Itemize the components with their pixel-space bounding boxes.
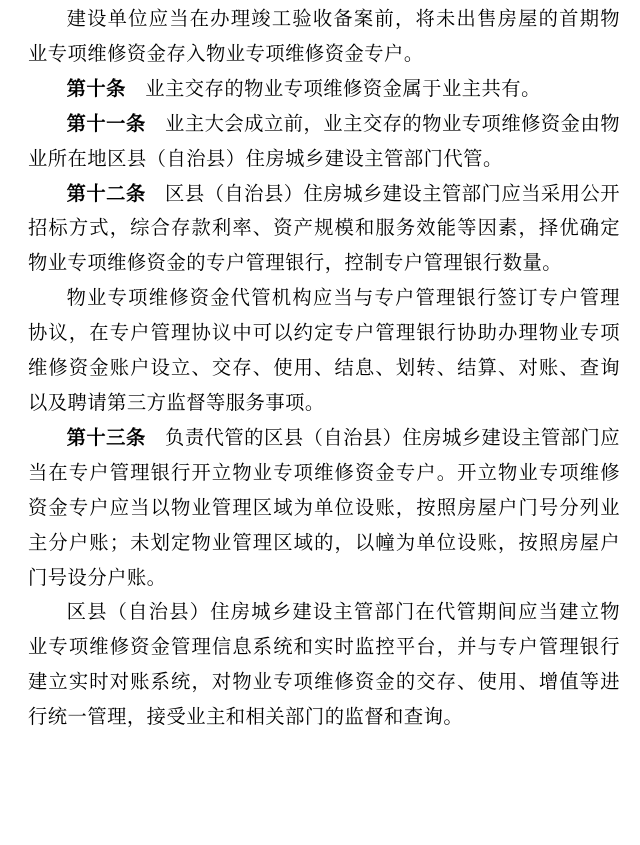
paragraph-bank-agreement bbox=[28, 281, 620, 421]
paragraph-text: 建设单位应当在办理竣工验收备案前，将未出售房屋的首期物业专项维修资金存入物业专项维修资金专户。 bbox=[28, 7, 620, 65]
paragraph-text: 区县（自治县）住房城乡建设主管部门在代管期间应当建立物业专项维修资金管理信息系统和实时监控平台，并与专户管理银行建立实时对账系统，对物业专项维修资金的交存、使用、增值等进行统一管理，接受业主和相关部门的监督和查询。 bbox=[28, 600, 620, 729]
article-heading: 第十一条 bbox=[66, 111, 146, 135]
paragraph-info-system bbox=[28, 595, 620, 735]
paragraph-text: 业主交存的物业专项维修资金属于业主共有。 bbox=[145, 76, 541, 100]
paragraph-article-12 bbox=[28, 177, 620, 282]
paragraph-text: 物业专项维修资金代管机构应当与专户管理银行签订专户管理协议，在专户管理协议中可以约定专户管理银行协助办理物业专项维修资金账户设立、交存、使用、结息、划转、结算、对账、查询以及聘请第三方监督等服务事项。 bbox=[28, 286, 620, 414]
article-heading: 第十三条 bbox=[66, 425, 146, 449]
article-heading: 第十条 bbox=[66, 76, 126, 100]
paragraph-text: 区县（自治县）住房城乡建设主管部门应当采用公开招标方式，综合存款利率、资产规模和服务效能等因素，择优确定物业专项维修资金的专户管理银行，控制专户管理银行数量。 bbox=[28, 181, 621, 275]
article-heading: 第十二条 bbox=[66, 181, 146, 205]
paragraph-first-deposit bbox=[28, 2, 620, 72]
paragraph-article-10 bbox=[28, 72, 620, 107]
paragraph-text: 负责代管的区县（自治县）住房城乡建设主管部门应当在专户管理银行开立物业专项维修资金专户。开立物业专项维修资金专户应当以物业管理区域为单位设账，按照房屋户门号分列业主分户账；未划定物业管理区域的，以幢为单位设账，按照房屋户门号设分户账。 bbox=[28, 425, 621, 589]
paragraph-article-13 bbox=[28, 421, 620, 596]
paragraph-text: 业主大会成立前，业主交存的物业专项维修资金由物业所在地区县（自治县）住房城乡建设主管部门代管。 bbox=[28, 111, 621, 170]
paragraph-article-11 bbox=[28, 107, 620, 177]
